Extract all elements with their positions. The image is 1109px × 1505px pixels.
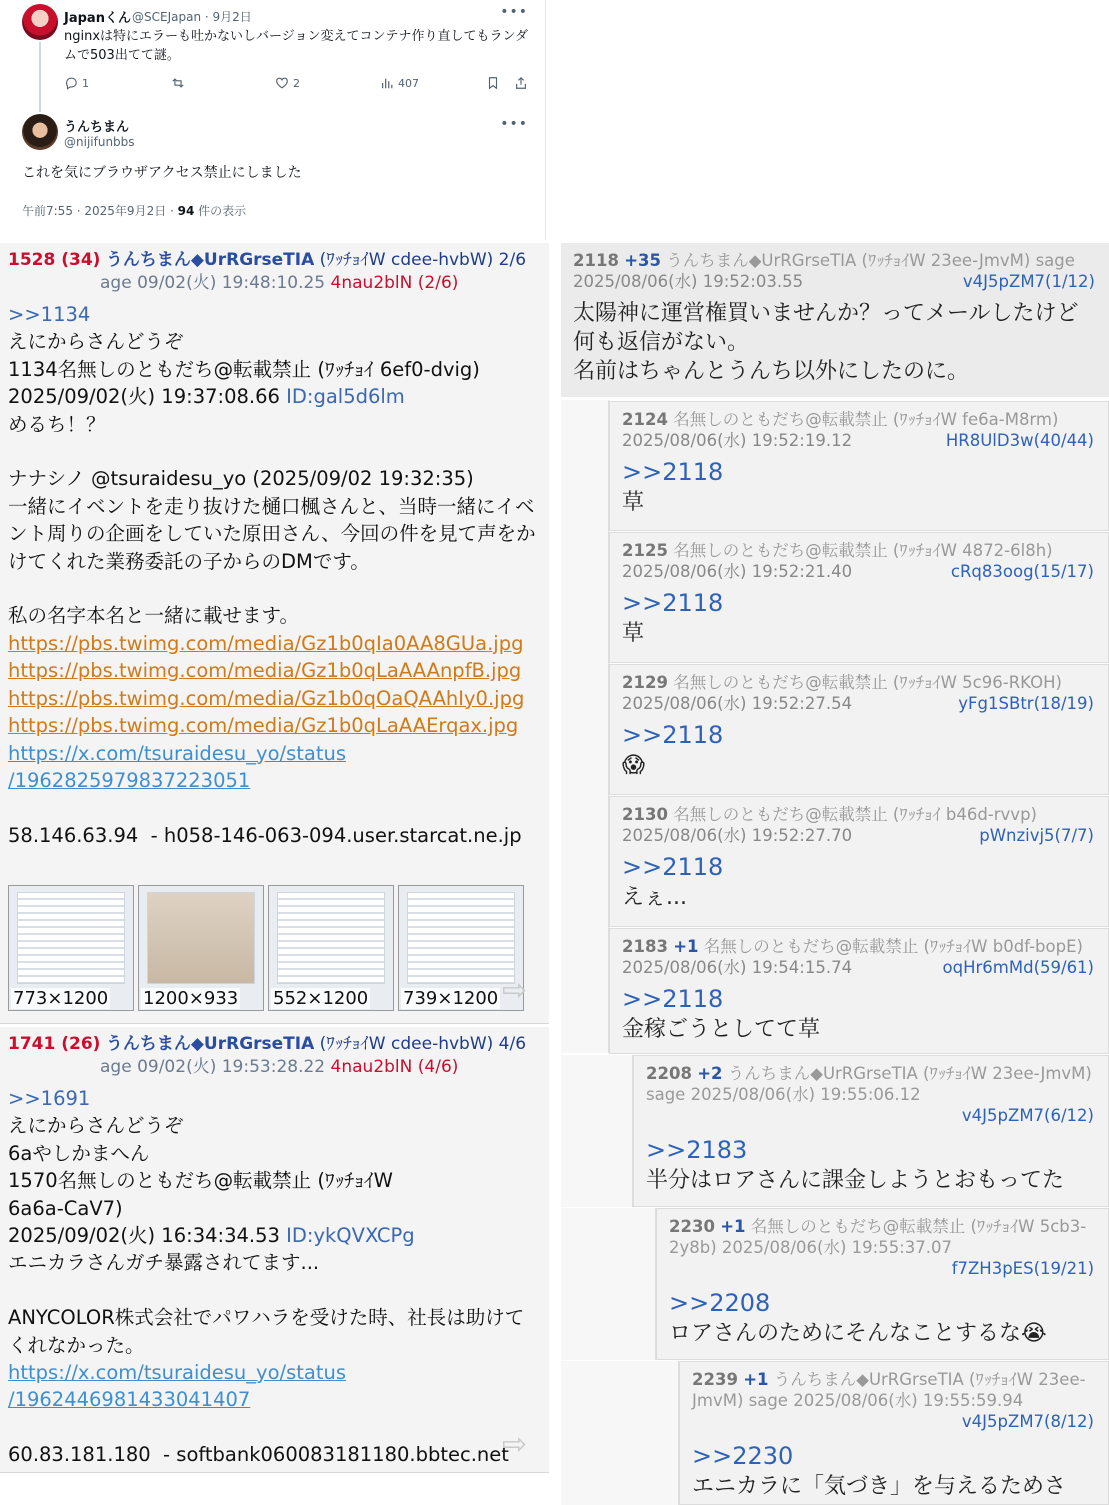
like-count: 2 (293, 76, 300, 90)
tweet-author-meta: @SCEJapan · 9月2日 (132, 10, 252, 24)
status-link-cont[interactable]: /1962446981433041407 (8, 1388, 251, 1412)
reply-anchor[interactable]: >>2183 (646, 1136, 748, 1164)
post-2129 (609, 664, 1109, 795)
reply-anchor[interactable]: >>2208 (669, 1289, 771, 1317)
reply-anchor[interactable]: >>2118 (622, 458, 724, 486)
post-body (669, 1289, 1098, 1348)
body-text-2: エニカラさんガチ暴露されてます... ANYCOLOR株式会社でパワハラを受けた時、社長は助けてくれなかった。 (8, 1251, 525, 1357)
post-date: 2025/08/06(水) 19:52:27.70 (622, 826, 853, 845)
poster-id[interactable]: v4J5pZM7(6/12) (961, 1106, 1094, 1125)
views-button[interactable] (380, 76, 419, 90)
poster-name: 名無しのともだち@転載禁止 (ﾜｯﾁｮｲW b0df-bopE) (703, 937, 1083, 956)
post-body (646, 1136, 1098, 1195)
reply-anchor[interactable]: >>1134 (8, 303, 91, 326)
post-number[interactable]: 1528 (34) (8, 250, 101, 270)
post-number[interactable]: 2124 (622, 410, 668, 429)
post-body (622, 985, 1098, 1044)
post-body (8, 1085, 543, 1469)
post-number[interactable]: 2230 (669, 1217, 715, 1236)
post-header (8, 249, 538, 295)
body-text: 😱 (622, 753, 645, 778)
body-text: 半分はロアさんに課金しようとおもってた (646, 1168, 1065, 1193)
poster-id[interactable]: HR8UlD3w(40/44) (945, 431, 1094, 450)
poster-name[interactable]: うんちまん◆UrRGrseTIA (105, 1034, 315, 1054)
post-body (622, 853, 1098, 912)
reply-count[interactable]: +1 (720, 1217, 746, 1236)
image-link[interactable]: https://pbs.twimg.com/media/Gz1b0qOaQAAhIy0.jpg (8, 686, 525, 710)
reply-count[interactable]: +1 (673, 937, 699, 956)
poster-meta: (ﾜｯﾁｮｲW cdee-hvbW) 4/6 (314, 1034, 527, 1054)
poster-id[interactable]: f7ZH3pES(19/21) (951, 1259, 1094, 1278)
post-header (622, 540, 1094, 582)
status-link[interactable]: https://x.com/tsuraidesu_yo/status (8, 1361, 347, 1385)
reply-icon (64, 76, 78, 90)
more-icon[interactable]: ••• (500, 116, 528, 132)
post-body (622, 458, 1098, 517)
reply-button[interactable] (64, 76, 89, 90)
post-header (692, 1369, 1094, 1432)
post-1528 (0, 243, 549, 1024)
post-date: age 09/02(火) 19:53:28.22 (100, 1057, 331, 1077)
post-2208 (633, 1055, 1109, 1207)
post-number[interactable]: 2183 (622, 937, 668, 956)
reply-anchor[interactable]: >>2118 (622, 985, 724, 1013)
reply-anchor[interactable]: >>2230 (692, 1442, 794, 1470)
post-date: 2025/08/06(水) 19:54:15.74 (622, 958, 853, 977)
body-text: 金稼ごうとしてて草 (622, 1017, 821, 1042)
tweet-author-handle[interactable]: @nijifunbbs (64, 135, 135, 149)
arrow-right-icon[interactable]: ⇨ (502, 1427, 528, 1462)
poster-name: 名無しのともだち@転載禁止 (ﾜｯﾁｮｲ b46d-rvvp) (673, 805, 1037, 824)
reply-count[interactable]: +1 (743, 1370, 769, 1389)
heart-icon (275, 76, 289, 90)
post-2125 (609, 532, 1109, 663)
share-icon (514, 76, 528, 90)
image-size: 773×1200 (13, 988, 109, 1009)
post-header (646, 1063, 1094, 1126)
post-header (622, 672, 1094, 714)
post-number[interactable]: 2208 (646, 1064, 692, 1083)
post-2124 (609, 401, 1109, 531)
share-button[interactable] (514, 76, 528, 90)
avatar[interactable] (22, 4, 58, 40)
left-thread (0, 243, 549, 1473)
post-body (622, 589, 1098, 648)
reply-indent (561, 1361, 679, 1505)
quoted-id[interactable]: ID:gal5d6lm (286, 385, 405, 409)
post-header (8, 1033, 538, 1079)
ip-address: 60.83.181.180 - softbank060083181180.bbtec.net (8, 1443, 509, 1467)
thumbnail-strip (8, 885, 528, 1011)
body-text: 草 (622, 490, 645, 515)
poster-name: うんちまん◆UrRGrseTIA (ﾜｯﾁｮｲW 23ee-JmvM) sage (666, 251, 1075, 270)
poster-id[interactable]: 4nau2blN (2/6) (330, 273, 459, 293)
post-number[interactable]: 2129 (622, 673, 668, 692)
reply-indent (561, 1208, 656, 1360)
post-date: 2025/08/06(水) 19:52:19.12 (622, 431, 853, 450)
image-thumbnail[interactable] (268, 885, 394, 1011)
arrow-right-icon[interactable]: ⇨ (502, 973, 528, 1008)
quoted-id[interactable]: ID:ykQVXCPg (286, 1224, 415, 1248)
more-icon[interactable]: ••• (500, 4, 528, 20)
post-2239 (679, 1361, 1109, 1505)
timestamp-text[interactable]: 午前7:55 · 2025年9月2日 · (22, 204, 178, 218)
poster-id[interactable]: 4nau2blN (4/6) (330, 1057, 459, 1077)
poster-name: うんちまん◆UrRGrseTIA (ﾜｯﾁｮｲW 23ee-JmvM) sage 2025/08/06(水) 19:55:06.12 (646, 1064, 1092, 1104)
post-date: 2025/08/06(水) 19:52:21.40 (622, 562, 853, 581)
post-date: 2025/08/06(水) 19:52:03.55 (573, 272, 804, 291)
poster-name[interactable]: うんちまん◆UrRGrseTIA (105, 250, 315, 270)
post-2230 (656, 1208, 1109, 1360)
image-link[interactable]: https://pbs.twimg.com/media/Gz1b0qLaAAAnpfB.jpg (8, 659, 522, 683)
poster-name: 名無しのともだち@転載禁止 (ﾜｯﾁｮｲW fe6a-M8rm) (673, 410, 1059, 429)
reply-indent (561, 400, 609, 1053)
post-2130 (609, 796, 1109, 927)
image-size: 1200×933 (143, 988, 239, 1009)
poster-id[interactable]: cRq83oog(15/17) (950, 562, 1094, 581)
tweet-timestamp (22, 202, 246, 219)
poster-id[interactable]: pWnzivj5(7/7) (979, 826, 1094, 845)
body-text: ロアさんのためにそんなことするな😭 (669, 1321, 1047, 1346)
views-icon (380, 76, 394, 90)
post-body: 太陽神に運営権買いませんか？ってメールしたけど何も返信がない。 名前はちゃんとうんち以外にしたのに。 (573, 301, 1079, 384)
right-thread (561, 243, 1109, 1505)
poster-meta: (ﾜｯﾁｮｲW cdee-hvbW) 2/6 (314, 250, 527, 270)
thread-line (39, 42, 41, 112)
image-link[interactable]: https://pbs.twimg.com/media/Gz1b0qIa0AA8GUa.jpg (8, 631, 524, 655)
view-suffix: 件の表示 (194, 204, 247, 218)
post-header (622, 804, 1094, 846)
poster-name: 名無しのともだち@転載禁止 (ﾜｯﾁｮｲW 5cb3-2y8b) 2025/08/06(水) 19:55:37.07 (669, 1217, 1087, 1257)
post-number[interactable]: 2239 (692, 1370, 738, 1389)
post-header (573, 250, 1095, 292)
post-number[interactable]: 1741 (26) (8, 1034, 101, 1054)
reply-count[interactable]: +2 (697, 1064, 723, 1083)
view-count: 407 (398, 76, 419, 90)
poster-id[interactable]: yFg1SBtr(18/19) (958, 694, 1094, 713)
avatar[interactable] (22, 114, 58, 150)
post-1741 (0, 1027, 549, 1473)
post-header (622, 936, 1094, 978)
post-number[interactable]: 2130 (622, 805, 668, 824)
post-number[interactable]: 2118 (573, 251, 619, 270)
poster-id[interactable]: v4J5pZM7(8/12) (961, 1412, 1094, 1431)
image-thumbnail[interactable] (138, 885, 264, 1011)
poster-id[interactable]: v4J5pZM7(1/12) (962, 272, 1095, 291)
body-text-2: めるち！？ ナナシノ @tsuraidesu_yo (2025/09/02 19:32:35) 一緒にイベントを走り抜けた樋口楓さんと、当時一緒にイベント周りの企画をしていた原田さん、今回の件を見て声をかけてくれた業務委託の子からのDMです。 私の名字本名と一緒に載せます。 (8, 412, 536, 628)
body-text: 草 (622, 621, 645, 646)
reply-anchor[interactable]: >>2118 (622, 721, 724, 749)
post-number[interactable]: 2125 (622, 541, 668, 560)
body-text: えぇ... (622, 885, 687, 910)
status-link-cont[interactable]: /1962825979837223051 (8, 768, 251, 792)
reply-count: 1 (82, 76, 89, 90)
post-body (8, 301, 543, 849)
post-date: 2025/08/06(水) 19:52:27.54 (622, 694, 853, 713)
tweet-author-name[interactable]: うんちまん (64, 120, 130, 135)
tweet-text: nginxは特にエラーも吐かないしバージョン変えてコンテナ作り直してもランダムで503出てて謎。 (64, 29, 528, 63)
ip-address: 58.146.63.94 - h058-146-063-094.user.starcat.ne.jp (8, 823, 522, 847)
poster-id[interactable]: oqHr6mMd(59/61) (942, 958, 1094, 977)
post-date: age 09/02(火) 19:48:10.25 (100, 273, 331, 293)
poster-name: 名無しのともだち@転載禁止 (ﾜｯﾁｮｲW 4872-6l8h) (673, 541, 1053, 560)
post-2183 (609, 928, 1109, 1054)
poster-name: 名無しのともだち@転載禁止 (ﾜｯﾁｮｲW 5c96-RKOH) (673, 673, 1062, 692)
post-body (622, 721, 1098, 780)
bookmark-icon (486, 76, 500, 90)
image-size: 739×1200 (403, 988, 499, 1009)
tweet-2[interactable] (0, 112, 546, 240)
reply-indent (561, 1055, 633, 1207)
post-2118 (561, 243, 1109, 397)
retweet-button[interactable] (171, 76, 185, 90)
tweet-actions (64, 76, 534, 94)
tweet-author-name[interactable]: Japanくん (64, 11, 131, 26)
reply-anchor[interactable]: >>1691 (8, 1087, 91, 1110)
tweet-1[interactable] (0, 0, 546, 112)
reply-anchor[interactable]: >>2118 (622, 853, 724, 881)
view-total: 94 (177, 204, 195, 218)
status-link[interactable]: https://x.com/tsuraidesu_yo/status (8, 741, 347, 765)
reply-count[interactable]: +35 (624, 251, 661, 270)
like-button[interactable] (275, 76, 300, 90)
image-size: 552×1200 (273, 988, 369, 1009)
post-header (669, 1216, 1094, 1279)
image-link[interactable]: https://pbs.twimg.com/media/Gz1b0qLaAAErqax.jpg (8, 714, 519, 738)
image-thumbnail[interactable] (8, 885, 134, 1011)
tweet-text: これを気にブラウザアクセス禁止にしました (22, 165, 302, 181)
body-text: エニカラに「気づき」を与えるためさ (692, 1474, 1067, 1499)
poster-name: うんちまん◆UrRGrseTIA (ﾜｯﾁｮｲW 23ee-JmvM) sage 2025/08/06(水) 19:55:59.94 (692, 1370, 1086, 1410)
tweet-thread (0, 0, 546, 240)
body-text-1: えにからさんどうぞ 6aやしかまへん 1570名無しのともだち@転載禁止 (ﾜｯﾁｮｲW 6a6a-CaV7) 2025/09/02(火) 16:34:34.53 (8, 1114, 393, 1248)
reply-anchor[interactable]: >>2118 (622, 589, 724, 617)
body-text-1: えにからさんどうぞ 1134名無しのともだち@転載禁止 (ﾜｯﾁｮｲ 6ef0-dvig) 2025/09/02(火) 19:37:08.66 (8, 330, 480, 409)
bookmark-button[interactable] (486, 76, 500, 90)
post-header (622, 409, 1094, 451)
retweet-icon (171, 76, 185, 90)
post-body (692, 1442, 1098, 1501)
